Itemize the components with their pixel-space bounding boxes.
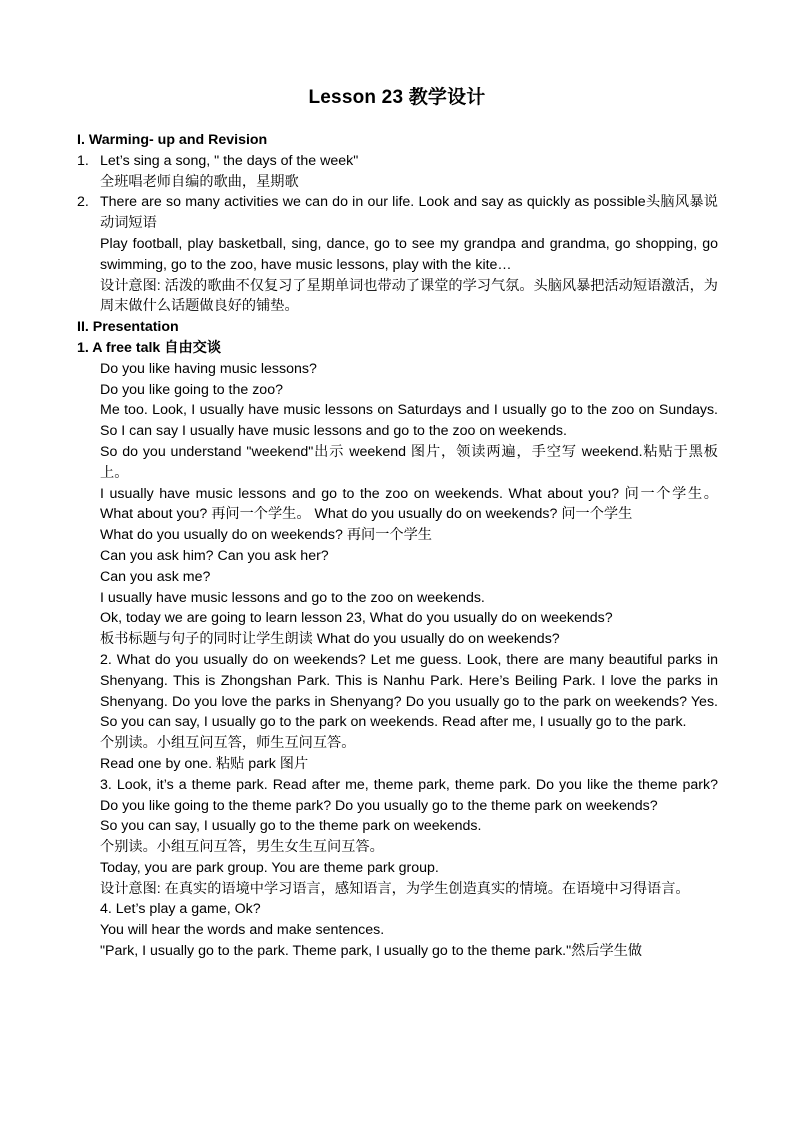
paragraph: Today, you are park group. You are theme park group. — [100, 859, 439, 876]
list-item-text: There are so many activities we can do in our life. Look and say as quickly as possible头脑风暴说动词短语 — [100, 194, 718, 232]
design-intent-note: 设计意图: 活泼的歌曲不仅复习了星期单词也带动了课堂的学习气氛。头脑风暴把活动短语激活，为周末做什么话题做良好的铺垫。 — [100, 277, 718, 315]
presentation-body — [77, 359, 718, 962]
list-item-text: Let’s sing a song, " the days of the week" — [100, 152, 359, 169]
paragraph: 板书标题与句子的同时让学生朗读 What do you usually do on weekends? — [100, 631, 560, 648]
paragraph: Do you like having music lessons? — [100, 360, 317, 377]
paragraph: I usually have music lessons and go to the zoo on weekends. What about you? 问一个学生。What about you? 再问一个学生。 What do you usually do on weekends? 问一个学生 — [100, 485, 718, 523]
list-item-1 — [77, 151, 718, 193]
document-body — [77, 130, 718, 962]
paragraph: 3. Look, it’s a theme park. Read after me, theme park, theme park. Do you like the theme park? Do you like going to the theme park? Do you usually go to the theme park on weekends? — [100, 776, 718, 814]
list-item-examples: Play football, play basketball, sing, dance, go to see my grandpa and grandma, go shopping, go swimming, go to the zoo, have music lessons, play with the kite… — [100, 235, 718, 273]
paragraph: Read one by one. 粘贴 park 图片 — [100, 755, 309, 772]
design-intent-note: 设计意图: 在真实的语境中学习语言，感知语言，为学生创造真实的情境。在语境中习得语言。 — [100, 880, 690, 897]
paragraph: Can you ask me? — [100, 568, 211, 585]
subsection-heading-free-talk: 1. A free talk 自由交谈 — [77, 339, 222, 356]
paragraph: Me too. Look, I usually have music lessons on Saturdays and I usually go to the zoo on Sundays. So I can say I usually have music lessons and go to the zoo on weekends. — [100, 402, 718, 440]
paragraph: I usually have music lessons and go to the zoo on weekends. — [100, 589, 485, 606]
list-item-note: 全班唱老师自编的歌曲，星期歌 — [100, 173, 299, 190]
paragraph: 2. What do you usually do on weekends? Let me guess. Look, there are many beautiful parks in Shenyang. This is Zhongshan Park. This is Nanhu Park. Here’s Beiling Park. I love the parks in Shenyang. Do you love the parks in Shenyang? Do you usually go to the park on weekends? Yes. So you can say, I usually go to the park on weekends. Read after me, I usually go to the park. — [100, 651, 718, 731]
paragraph: 4. Let’s play a game, Ok? — [100, 901, 261, 918]
paragraph: Ok, today we are going to learn lesson 23, What do you usually do on weekends? — [100, 610, 613, 627]
paragraph: What do you usually do on weekends? 再问一个学生 — [100, 527, 432, 544]
list-item-2 — [77, 192, 718, 317]
paragraph: You will hear the words and make sentences. — [100, 922, 385, 939]
paragraph: Can you ask him? Can you ask her? — [100, 547, 329, 564]
paragraph: So you can say, I usually go to the theme park on weekends. — [100, 818, 482, 835]
paragraph: 个别读。小组互问互答，师生互问互答。 — [100, 735, 356, 752]
paragraph: So do you understand "weekend"出示 weekend 图片，领读两遍，手空写 weekend.粘贴于黑板上。 — [100, 443, 718, 481]
paragraph: 个别读。小组互问互答，男生女生互问互答。 — [100, 839, 384, 856]
page-title: Lesson 23 教学设计 — [308, 87, 486, 108]
section-heading-warming-up: I. Warming- up and Revision — [77, 132, 268, 148]
list-number: 2. — [77, 194, 89, 211]
list-number: 1. — [77, 152, 89, 169]
section-heading-presentation: II. Presentation — [77, 319, 179, 336]
paragraph: "Park, I usually go to the park. Theme park, I usually go to the theme park."然后学生做 — [100, 943, 643, 960]
paragraph: Do you like going to the zoo? — [100, 381, 283, 398]
